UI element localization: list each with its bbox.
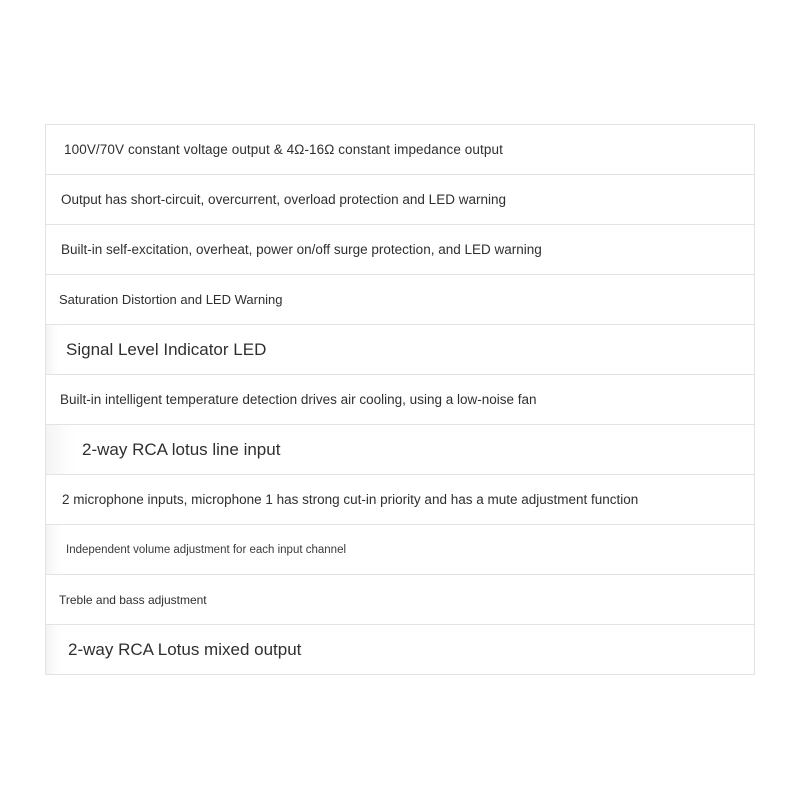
spec-text: Saturation Distortion and LED Warning	[59, 292, 283, 307]
spec-text: Built-in self-excitation, overheat, power on/off surge protection, and LED warning	[61, 242, 542, 257]
table-row	[46, 425, 754, 475]
table-row	[46, 475, 754, 525]
table-row	[46, 175, 754, 225]
spec-text: Independent volume adjustment for each input channel	[66, 543, 347, 556]
spec-text: 2-way RCA Lotus mixed output	[68, 639, 302, 659]
spec-text: 2 microphone inputs, microphone 1 has strong cut-in priority and has a mute adjustment function	[62, 492, 639, 507]
spec-text: 2-way RCA lotus line input	[82, 439, 281, 459]
table-row	[46, 325, 754, 375]
table-row	[46, 275, 754, 325]
specification-table	[45, 124, 755, 675]
table-row	[46, 575, 754, 625]
spec-text: Treble and bass adjustment	[59, 592, 207, 607]
table-row	[46, 125, 754, 175]
table-row	[46, 375, 754, 425]
spec-text: 100V/70V constant voltage output & 4Ω-16Ω constant impedance output	[64, 142, 503, 157]
spec-text: Output has short-circuit, overcurrent, overload protection and LED warning	[61, 192, 506, 207]
spec-text: Built-in intelligent temperature detection drives air cooling, using a low-noise fan	[60, 392, 537, 407]
table-row	[46, 525, 754, 575]
spec-text: Signal Level Indicator LED	[66, 339, 267, 359]
table-row	[46, 225, 754, 275]
table-row	[46, 625, 754, 675]
